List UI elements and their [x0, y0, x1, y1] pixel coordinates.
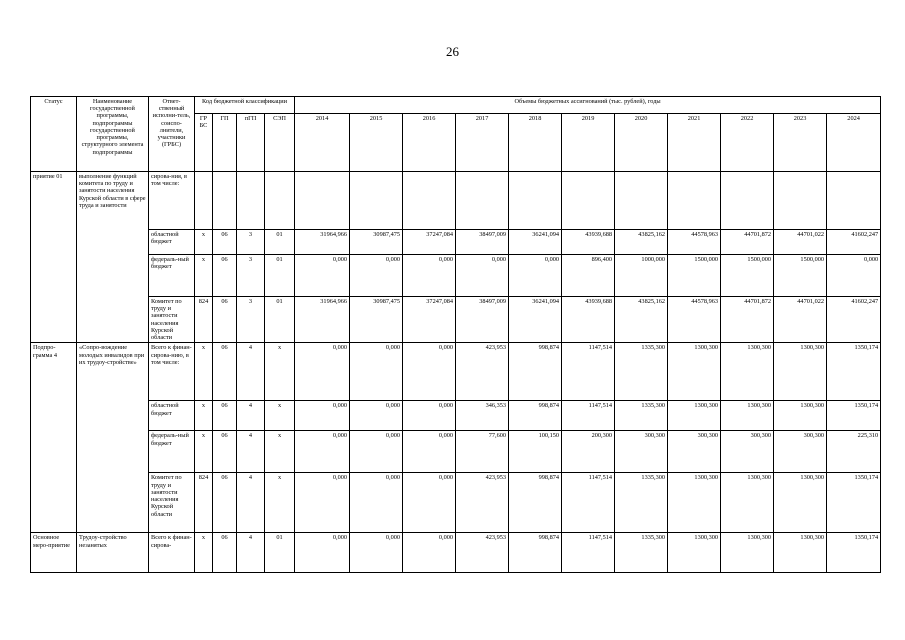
row-value-cell: 1300,300 — [774, 343, 827, 401]
header-budget-code-group: Код бюджетной классификации — [195, 97, 295, 114]
header-status: Статус — [31, 97, 77, 172]
row-executor: областной бюджет — [149, 401, 195, 431]
header-year: 2016 — [403, 114, 456, 172]
row-code-cell — [195, 172, 213, 230]
header-year: 2023 — [774, 114, 827, 172]
row-value-cell: 36241,094 — [509, 297, 562, 343]
header-code-2: пГП — [237, 114, 265, 172]
row-value-cell: 0,000 — [295, 343, 350, 401]
row-value-cell: 1500,000 — [668, 255, 721, 297]
row-executor: Всего к финан-сирова-нию, в том числе: — [149, 343, 195, 401]
row-code-cell: 01 — [265, 255, 295, 297]
row-code-cell: 01 — [265, 230, 295, 255]
row-value-cell: 0,000 — [509, 255, 562, 297]
row-value-cell: 1147,514 — [562, 401, 615, 431]
row-value-cell: 0,000 — [350, 401, 403, 431]
page-number: 26 — [446, 44, 459, 59]
row-status: приятие 01 — [31, 172, 77, 343]
row-value-cell — [456, 172, 509, 230]
row-name: «Сопро-вождение молодых инвалидов при их трудоу-стройстве» — [77, 343, 149, 533]
row-value-cell: 0,000 — [827, 255, 881, 297]
row-value-cell: 0,000 — [403, 401, 456, 431]
row-value-cell — [295, 172, 350, 230]
row-value-cell: 1350,174 — [827, 401, 881, 431]
row-executor: федераль-ный бюджет — [149, 255, 195, 297]
row-code-cell: 01 — [265, 533, 295, 573]
budget-allocation-table — [30, 96, 881, 573]
row-value-cell: 1300,300 — [668, 343, 721, 401]
row-code-cell: x — [265, 343, 295, 401]
row-value-cell: 44578,963 — [668, 230, 721, 255]
row-value-cell: 1335,300 — [615, 343, 668, 401]
table-row — [31, 255, 881, 297]
row-value-cell: 0,000 — [350, 343, 403, 401]
row-value-cell: 30987,475 — [350, 297, 403, 343]
row-value-cell: 998,874 — [509, 473, 562, 533]
row-value-cell: 1350,174 — [827, 343, 881, 401]
row-value-cell: 1147,514 — [562, 343, 615, 401]
row-value-cell: 1300,300 — [721, 343, 774, 401]
row-value-cell: 998,874 — [509, 343, 562, 401]
row-value-cell: 423,953 — [456, 473, 509, 533]
table-row — [31, 230, 881, 255]
row-value-cell: 1000,000 — [615, 255, 668, 297]
row-value-cell: 31964,966 — [295, 297, 350, 343]
row-code-cell: 06 — [213, 343, 237, 401]
row-code-cell: 06 — [213, 255, 237, 297]
row-value-cell: 998,874 — [509, 401, 562, 431]
row-value-cell: 0,000 — [295, 473, 350, 533]
row-value-cell: 1350,174 — [827, 473, 881, 533]
row-code-cell: 01 — [265, 297, 295, 343]
table-row — [31, 431, 881, 473]
row-status: Основное меро-приятие — [31, 533, 77, 573]
row-value-cell: 41602,247 — [827, 230, 881, 255]
row-code-cell: 06 — [213, 230, 237, 255]
row-code-cell: 06 — [213, 401, 237, 431]
row-code-cell: x — [265, 401, 295, 431]
row-value-cell: 1300,300 — [668, 533, 721, 573]
row-value-cell: 300,300 — [774, 431, 827, 473]
header-year: 2021 — [668, 114, 721, 172]
row-value-cell: 36241,094 — [509, 230, 562, 255]
row-executor: Комитет по труду и занятости населения Курской области — [149, 473, 195, 533]
row-value-cell: 43825,162 — [615, 230, 668, 255]
table-row — [31, 172, 881, 230]
row-value-cell: 1300,300 — [774, 473, 827, 533]
row-value-cell: 1300,300 — [721, 473, 774, 533]
row-value-cell: 0,000 — [350, 431, 403, 473]
table-row — [31, 401, 881, 431]
row-value-cell: 0,000 — [350, 533, 403, 573]
row-code-cell: 824 — [195, 297, 213, 343]
row-name: выполнение функций комитета по труду и занятости населения Курской области в сфере труда и занятости — [77, 172, 149, 343]
row-value-cell: 423,953 — [456, 343, 509, 401]
header-year: 2017 — [456, 114, 509, 172]
row-value-cell — [509, 172, 562, 230]
row-value-cell: 1500,000 — [774, 255, 827, 297]
row-status: Подпро-грамма 4 — [31, 343, 77, 533]
header-code-1: ГП — [213, 114, 237, 172]
row-value-cell: 44701,872 — [721, 230, 774, 255]
row-code-cell — [213, 172, 237, 230]
row-code-cell: x — [265, 473, 295, 533]
row-code-cell: 824 — [195, 473, 213, 533]
row-code-cell: 06 — [213, 297, 237, 343]
header-budget-volumes: Объемы бюджетных ассигнований (тыс. рублей), годы — [295, 97, 881, 114]
row-value-cell: 44701,022 — [774, 230, 827, 255]
row-value-cell: 0,000 — [456, 255, 509, 297]
row-code-cell: 4 — [237, 401, 265, 431]
row-value-cell: 37247,084 — [403, 297, 456, 343]
header-year: 2024 — [827, 114, 881, 172]
row-value-cell: 346,353 — [456, 401, 509, 431]
row-value-cell: 0,000 — [403, 533, 456, 573]
row-code-cell — [237, 172, 265, 230]
row-code-cell: 4 — [237, 533, 265, 573]
table-row — [31, 473, 881, 533]
row-value-cell: 998,874 — [509, 533, 562, 573]
row-value-cell: 1300,300 — [668, 401, 721, 431]
header-year: 2020 — [615, 114, 668, 172]
row-value-cell: 100,150 — [509, 431, 562, 473]
row-code-cell: 06 — [213, 431, 237, 473]
row-value-cell — [403, 172, 456, 230]
row-value-cell — [774, 172, 827, 230]
header-year: 2022 — [721, 114, 774, 172]
row-code-cell — [265, 172, 295, 230]
row-value-cell: 1335,300 — [615, 473, 668, 533]
table-row — [31, 533, 881, 573]
row-value-cell: 43939,688 — [562, 230, 615, 255]
row-code-cell: 4 — [237, 343, 265, 401]
header-year: 2015 — [350, 114, 403, 172]
row-value-cell: 44701,872 — [721, 297, 774, 343]
row-value-cell: 30987,475 — [350, 230, 403, 255]
row-code-cell: 4 — [237, 473, 265, 533]
row-executor: областной бюджет — [149, 230, 195, 255]
row-value-cell: 1350,174 — [827, 533, 881, 573]
row-code-cell: x — [195, 401, 213, 431]
row-value-cell: 1300,300 — [774, 401, 827, 431]
row-executor: Комитет по труду и занятости населения Курской области — [149, 297, 195, 343]
row-code-cell: 3 — [237, 297, 265, 343]
table-row — [31, 297, 881, 343]
row-value-cell: 44701,022 — [774, 297, 827, 343]
row-value-cell — [827, 172, 881, 230]
row-value-cell: 300,300 — [668, 431, 721, 473]
row-value-cell: 300,300 — [721, 431, 774, 473]
row-value-cell: 300,300 — [615, 431, 668, 473]
row-code-cell: 3 — [237, 255, 265, 297]
header-year: 2019 — [562, 114, 615, 172]
row-value-cell: 0,000 — [403, 473, 456, 533]
row-value-cell: 1300,300 — [721, 401, 774, 431]
row-value-cell: 200,300 — [562, 431, 615, 473]
row-value-cell: 31964,966 — [295, 230, 350, 255]
row-value-cell: 1335,300 — [615, 401, 668, 431]
row-code-cell: x — [265, 431, 295, 473]
row-code-cell: 06 — [213, 473, 237, 533]
row-executor: сирова-ния, в том числе: — [149, 172, 195, 230]
row-code-cell: x — [195, 343, 213, 401]
row-value-cell: 0,000 — [295, 401, 350, 431]
header-code-0: ГР БС — [195, 114, 213, 172]
row-executor: федераль-ный бюджет — [149, 431, 195, 473]
row-value-cell — [350, 172, 403, 230]
row-value-cell: 225,310 — [827, 431, 881, 473]
header-year: 2018 — [509, 114, 562, 172]
row-code-cell: x — [195, 255, 213, 297]
row-value-cell: 1300,300 — [721, 533, 774, 573]
row-value-cell: 0,000 — [403, 431, 456, 473]
row-value-cell: 1335,300 — [615, 533, 668, 573]
row-value-cell: 0,000 — [295, 533, 350, 573]
row-executor: Всего к финан-сирова- — [149, 533, 195, 573]
row-value-cell: 1147,514 — [562, 473, 615, 533]
row-value-cell: 0,000 — [295, 431, 350, 473]
table-row — [31, 343, 881, 401]
row-code-cell: 4 — [237, 431, 265, 473]
row-value-cell: 0,000 — [403, 255, 456, 297]
row-value-cell — [668, 172, 721, 230]
row-code-cell: x — [195, 230, 213, 255]
row-code-cell: 06 — [213, 533, 237, 573]
row-code-cell: x — [195, 431, 213, 473]
row-code-cell: x — [195, 533, 213, 573]
row-value-cell: 0,000 — [350, 255, 403, 297]
row-value-cell: 38497,009 — [456, 230, 509, 255]
row-value-cell: 38497,009 — [456, 297, 509, 343]
row-value-cell — [721, 172, 774, 230]
row-value-cell: 0,000 — [295, 255, 350, 297]
row-value-cell: 77,600 — [456, 431, 509, 473]
row-code-cell: 3 — [237, 230, 265, 255]
row-value-cell: 896,400 — [562, 255, 615, 297]
row-value-cell: 44578,963 — [668, 297, 721, 343]
row-value-cell: 43939,688 — [562, 297, 615, 343]
row-value-cell: 0,000 — [403, 343, 456, 401]
row-value-cell: 0,000 — [350, 473, 403, 533]
row-value-cell — [615, 172, 668, 230]
row-value-cell: 1147,514 — [562, 533, 615, 573]
header-year: 2014 — [295, 114, 350, 172]
row-value-cell — [562, 172, 615, 230]
row-value-cell: 1300,300 — [668, 473, 721, 533]
row-value-cell: 41602,247 — [827, 297, 881, 343]
row-value-cell: 1300,300 — [774, 533, 827, 573]
row-value-cell: 37247,084 — [403, 230, 456, 255]
row-value-cell: 43825,162 — [615, 297, 668, 343]
row-name: Трудоу-стройство незанятых — [77, 533, 149, 573]
header-code-3: СЭП — [265, 114, 295, 172]
row-value-cell: 1500,000 — [721, 255, 774, 297]
header-executor: Ответ-ственный исполни-тель, соиспо-лнители, участники (ГРБС) — [149, 97, 195, 172]
header-name: Наименование государственной программы, подпрограммы государственной программы, структурного элемента подпрограммы — [77, 97, 149, 172]
row-value-cell: 423,953 — [456, 533, 509, 573]
